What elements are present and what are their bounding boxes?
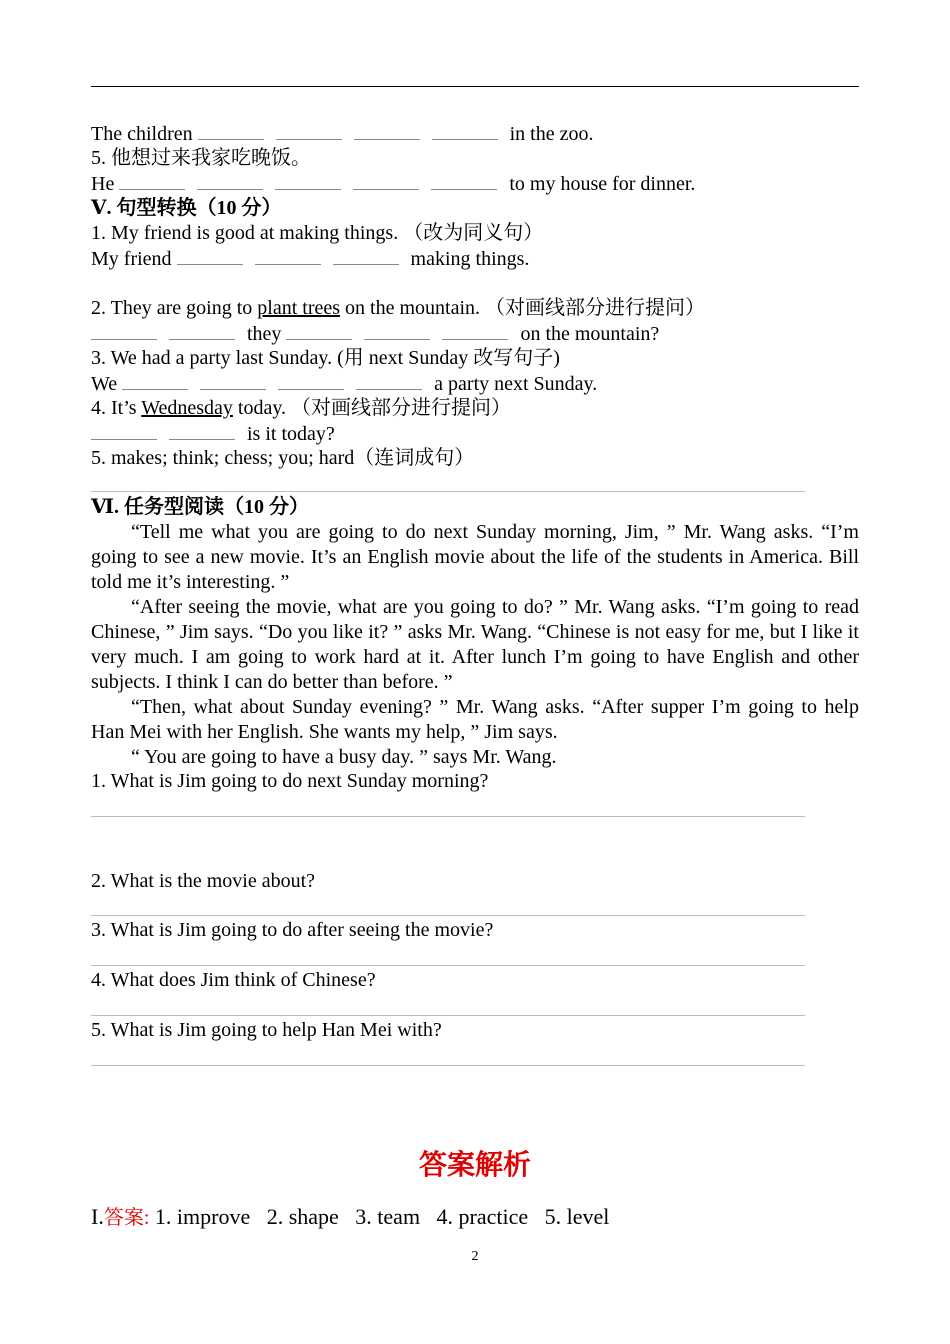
blank[interactable] bbox=[286, 321, 352, 340]
answer-line[interactable] bbox=[91, 816, 805, 817]
answers-title: 答案解析 bbox=[418, 1148, 531, 1181]
reading-question: 3. What is Jim going to do after seeing the movie? bbox=[91, 919, 494, 941]
reading-paragraph-1: “Tell me what you are going to do next Sunday morning, Jim, ” Mr. Wang asks. “I’m going to see a new movie. It’s an English movie about the life of the students in America. Bill told me it’s interesting. ” bbox=[91, 521, 859, 593]
part5-q3: 3. We had a party last Sunday. (用 next Sunday 改写句子) bbox=[91, 347, 560, 369]
answer-line[interactable] bbox=[91, 965, 805, 966]
fill-line-children: The children in the zoo. bbox=[91, 123, 594, 145]
blank[interactable] bbox=[354, 121, 420, 140]
blank[interactable] bbox=[333, 246, 399, 265]
part5-q1-answer-line: My friend making things. bbox=[91, 248, 530, 270]
blank[interactable] bbox=[431, 171, 497, 190]
blank[interactable] bbox=[169, 421, 235, 440]
answer-line[interactable] bbox=[91, 1065, 805, 1066]
blank[interactable] bbox=[276, 121, 342, 140]
reading-paragraph-2: “After seeing the movie, what are you going to do? ” Mr. Wang asks. “I’m going to read Chinese, ” Jim says. “Do you like it? ” asks Mr. Wang. “Chinese is not easy for me, but I like it very much. I am going to work hard at it. After lunch I’m going to have English and other subjects. I think I can do better than before. ” bbox=[91, 596, 859, 693]
part5-q2-answer-line: they on the mountain? bbox=[91, 321, 659, 347]
blank[interactable] bbox=[119, 171, 185, 190]
blank[interactable] bbox=[356, 371, 422, 390]
blank[interactable] bbox=[122, 371, 188, 390]
reading-question: 5. What is Jim going to help Han Mei with? bbox=[91, 1019, 442, 1041]
answer-line[interactable] bbox=[91, 491, 805, 492]
question-5-chinese: 5. 他想过来我家吃晚饭。 bbox=[91, 147, 311, 169]
header-rule bbox=[91, 86, 859, 87]
answer-line[interactable] bbox=[91, 915, 805, 916]
blank[interactable] bbox=[200, 371, 266, 390]
underlined-phrase: plant trees bbox=[257, 297, 341, 319]
part5-q2: 2. They are going to plant trees on the mountain. （对画线部分进行提问） bbox=[91, 297, 705, 319]
blank[interactable] bbox=[432, 121, 498, 140]
blank[interactable] bbox=[353, 171, 419, 190]
underlined-phrase: Wednesday bbox=[141, 397, 233, 419]
reading-question: 1. What is Jim going to do next Sunday morning? bbox=[91, 770, 489, 792]
blank[interactable] bbox=[197, 171, 263, 190]
page-number: 2 bbox=[471, 1249, 479, 1264]
answer-line[interactable] bbox=[91, 1015, 805, 1016]
part5-q1: 1. My friend is good at making things. （改为同义句） bbox=[91, 222, 544, 244]
answer-label: 答案: bbox=[103, 1207, 150, 1229]
blank[interactable] bbox=[275, 171, 341, 190]
blank[interactable] bbox=[278, 371, 344, 390]
blank[interactable] bbox=[169, 321, 235, 340]
blank[interactable] bbox=[255, 246, 321, 265]
part5-q4: 4. It’s Wednesday today. （对画线部分进行提问） bbox=[91, 397, 512, 419]
blank[interactable] bbox=[198, 121, 264, 140]
answers-row-1: I.答案: 1. improve 2. shape 3. team 4. practice 5. level bbox=[91, 1204, 610, 1229]
blank[interactable] bbox=[364, 321, 430, 340]
part5-q3-answer-line: We a party next Sunday. bbox=[91, 373, 598, 395]
section-6-heading: Ⅵ. 任务型阅读（10 分） bbox=[91, 496, 309, 518]
part5-q4-answer-line: is it today? bbox=[91, 421, 335, 447]
reading-question: 4. What does Jim think of Chinese? bbox=[91, 969, 376, 991]
part5-q5: 5. makes; think; chess; you; hard（连词成句） bbox=[91, 447, 475, 469]
blank[interactable] bbox=[91, 321, 157, 340]
blank[interactable] bbox=[442, 321, 508, 340]
section-5-heading: Ⅴ. 句型转换（10 分） bbox=[91, 197, 282, 219]
fill-line-he: He to my house for dinner. bbox=[91, 173, 696, 195]
reading-paragraph-4: “ You are going to have a busy day. ” says Mr. Wang. bbox=[131, 746, 557, 768]
reading-question: 2. What is the movie about? bbox=[91, 870, 316, 892]
reading-paragraph-3: “Then, what about Sunday evening? ” Mr. Wang asks. “After supper I’m going to help Han Mei with her English. She wants my help, ” Jim says. bbox=[91, 696, 859, 743]
blank[interactable] bbox=[91, 421, 157, 440]
blank[interactable] bbox=[177, 246, 243, 265]
